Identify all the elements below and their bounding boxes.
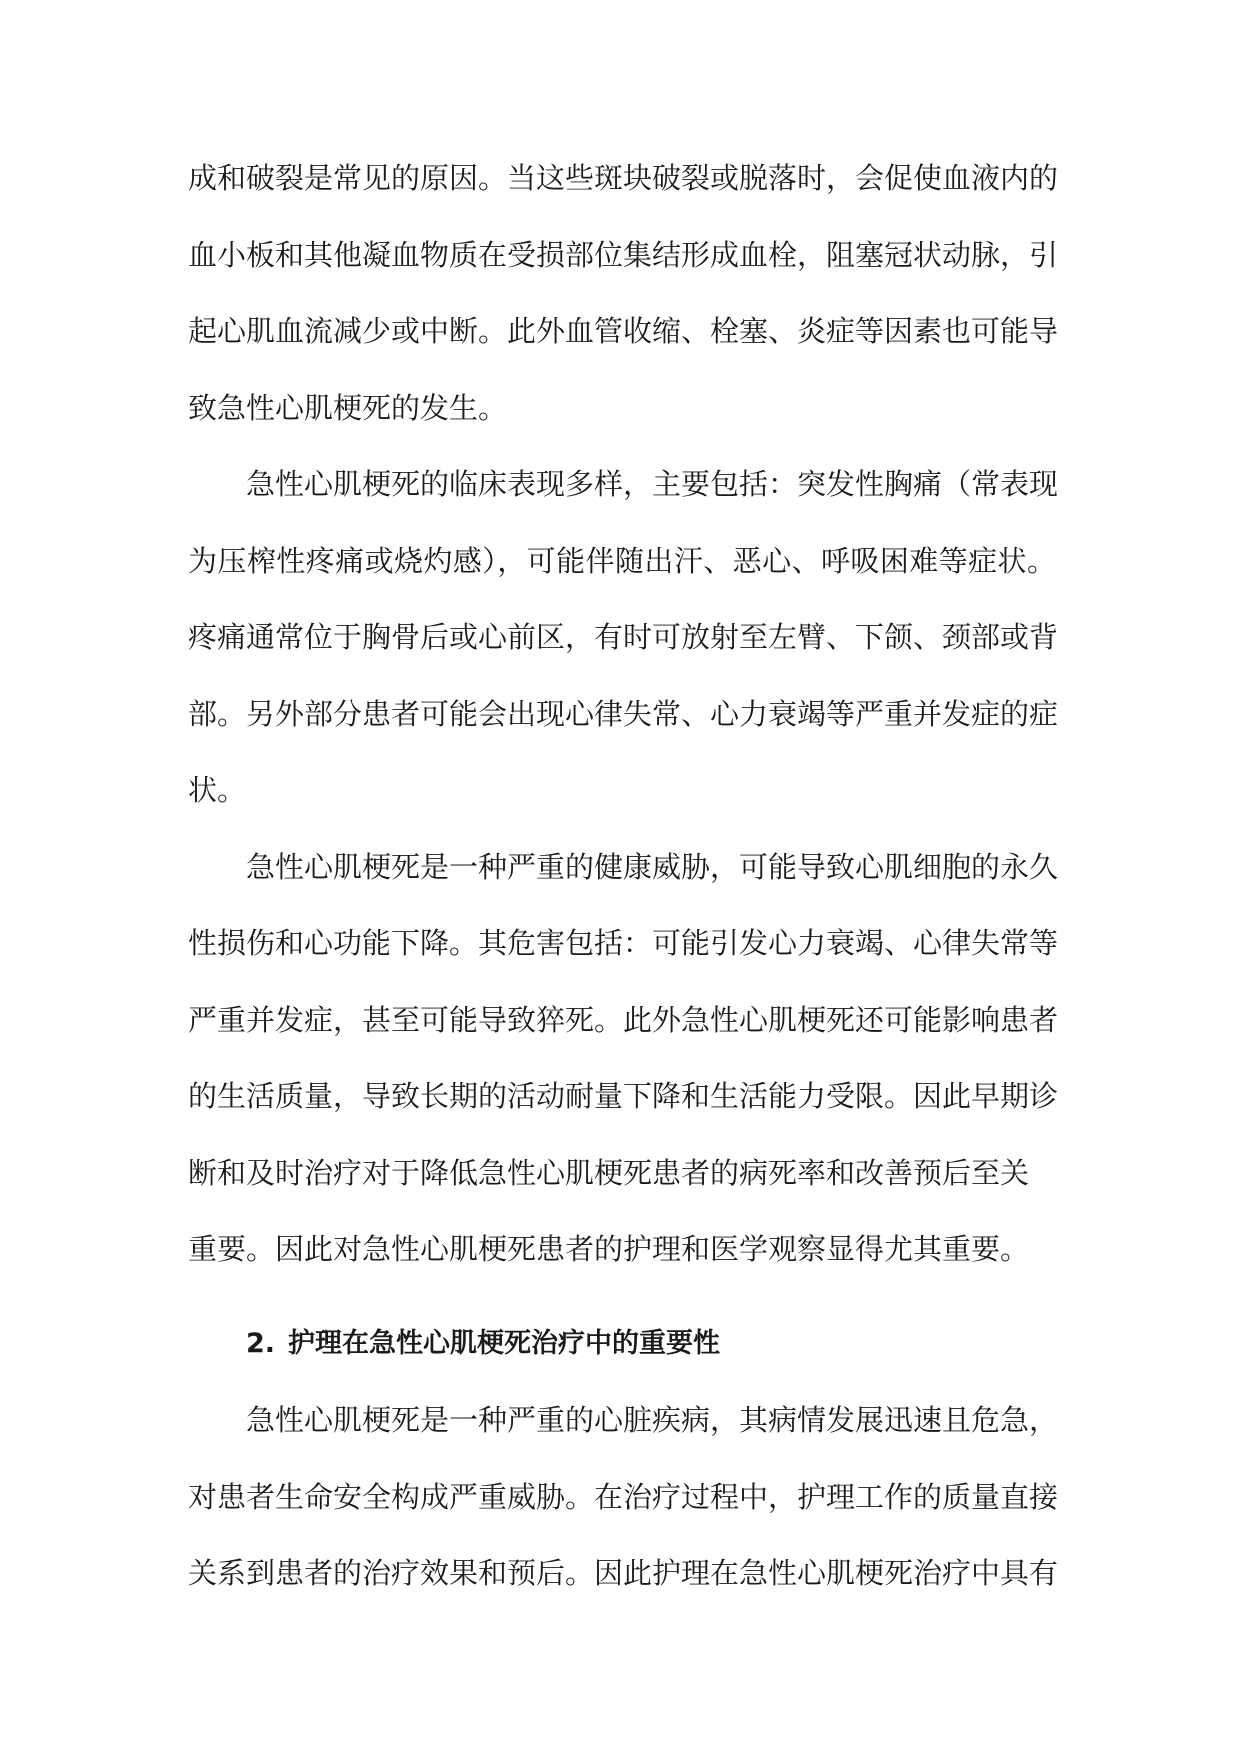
text-line: 成和破裂是常见的原因。当这些斑块破裂或脱落时，会促使血液内的 xyxy=(188,161,1059,195)
text-line: 性损伤和心功能下降。其危害包括：可能引发心力衰竭、心律失常等 xyxy=(188,926,1059,960)
text-line: 对患者生命安全构成严重威胁。在治疗过程中，护理工作的质量直接 xyxy=(188,1479,1059,1514)
text-line: 关系到患者的治疗效果和预后。因此护理在急性心肌梗死治疗中具有 xyxy=(188,1556,1059,1590)
text-line: 急性心肌梗死是一种严重的健康威胁，可能导致心肌细胞的永久 xyxy=(246,849,1059,884)
text-line: 的生活质量，导致长期的活动耐量下降和生活能力受限。因此早期诊 xyxy=(188,1079,1059,1113)
text-line: 断和及时治疗对于降低急性心肌梗死患者的病死率和改善预后至关 xyxy=(188,1155,1030,1190)
section-title: 护理在急性心肌梗死治疗中的重要性 xyxy=(288,1327,720,1359)
text-line: 急性心肌梗死是一种严重的心脏疾病，其病情发展迅速且危急， xyxy=(246,1403,1059,1437)
text-line: 为压榨性疼痛或烧灼感），可能伴随出汗、恶心、呼吸困难等症状。 xyxy=(188,543,1056,578)
text-line: 起心肌血流减少或中断。此外血管收缩、栓塞、炎症等因素也可能导 xyxy=(188,314,1059,348)
paragraph-cause xyxy=(188,140,1059,446)
text-line: 严重并发症，甚至可能导致猝死。此外急性心肌梗死还可能影响患者 xyxy=(188,1002,1059,1037)
paragraph-symptoms xyxy=(188,446,1059,829)
text-line: 急性心肌梗死的临床表现多样，主要包括：突发性胸痛（常表现 xyxy=(246,467,1059,501)
text-line: 致急性心肌梗死的发生。 xyxy=(188,390,508,425)
document-body xyxy=(188,140,1059,1612)
text-line: 血小板和其他凝血物质在受损部位集结形成血栓，阻塞冠状动脉，引 xyxy=(188,237,1059,272)
text-line: 重要。因此对急性心肌梗死患者的护理和医学观察显得尤其重要。 xyxy=(188,1232,1030,1266)
paragraph-harm xyxy=(188,829,1059,1288)
text-line: 疼痛通常位于胸骨后或心前区，有时可放射至左臂、下颌、颈部或背 xyxy=(188,620,1059,654)
paragraph-nursing-importance xyxy=(188,1382,1059,1612)
text-line: 状。 xyxy=(188,773,247,807)
section-number: 2. xyxy=(246,1327,276,1359)
text-line: 部。另外部分患者可能会出现心律失常、心力衰竭等严重并发症的症 xyxy=(188,696,1059,731)
section-heading xyxy=(188,1306,1056,1383)
